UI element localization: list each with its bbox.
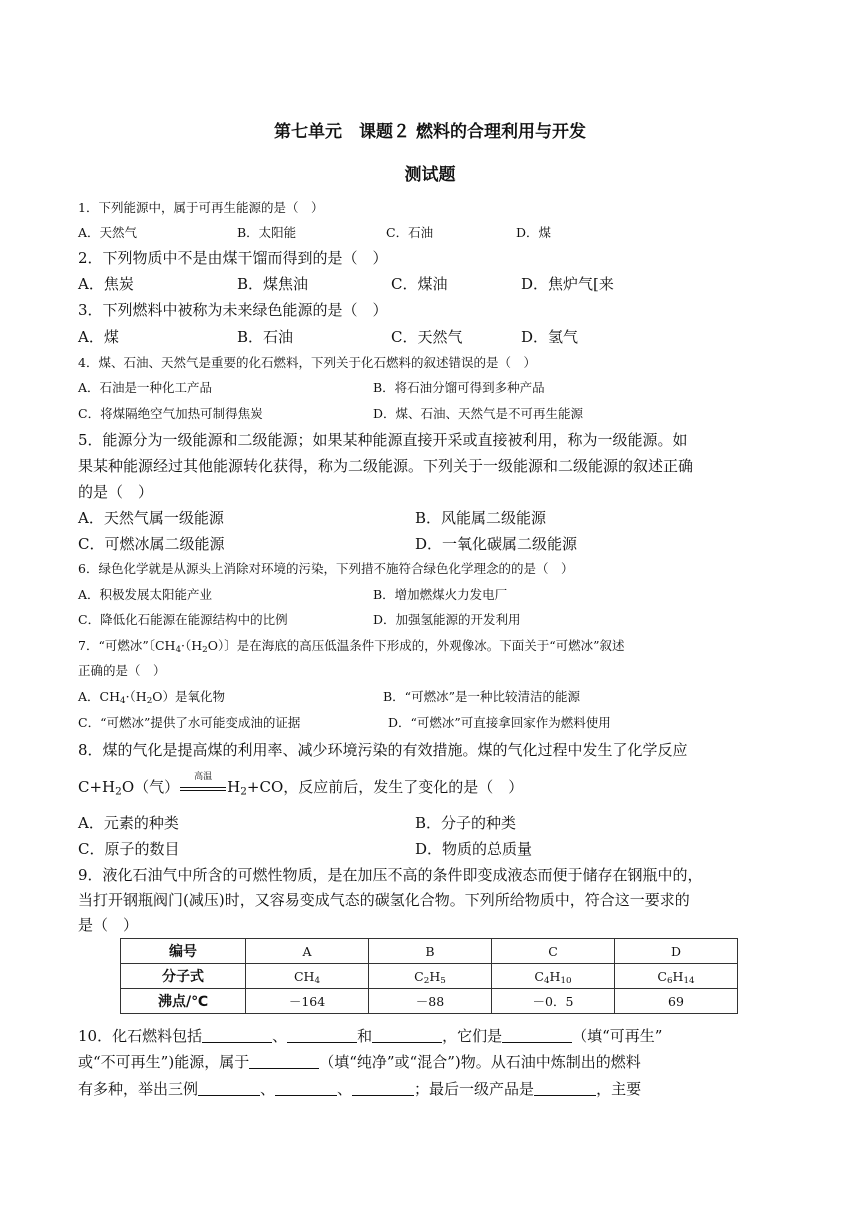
question-3-option-c: C．天然气 bbox=[391, 328, 463, 346]
question-3-option-d: D．氢气 bbox=[521, 328, 579, 346]
question-1-option-a: A．天然气 bbox=[78, 225, 138, 240]
answer-blank[interactable] bbox=[352, 1080, 414, 1096]
id-a: A bbox=[246, 939, 369, 964]
question-6-option-a: A．积极发展太阳能产业 bbox=[78, 587, 213, 602]
question-2-option-a: A．焦炭 bbox=[78, 275, 134, 293]
question-6-stem: 6．绿色化学就是从源头上消除对环境的污染，下列措不施符合绿色化学理念的的是（ ） bbox=[78, 561, 574, 576]
question-4-option-a: A．石油是一种化工产品 bbox=[78, 380, 213, 395]
formula-c: $C_4H_{10}$ bbox=[492, 964, 615, 989]
question-9-stem-line-2: 当打开钢瓶阀门(减压)时，又容易变成气态的碳氢化合物。下列所给物质中，符合这一要求的 bbox=[78, 891, 690, 909]
boiling-point-table bbox=[120, 938, 738, 1014]
question-5-option-c: C．可燃冰属二级能源 bbox=[78, 535, 225, 553]
question-4-option-d: D．煤、石油、天然气是不可再生能源 bbox=[373, 406, 584, 421]
page-title: 第七单元 课题２ 燃料的合理利用与开发 bbox=[274, 122, 586, 142]
question-5-stem-line-2: 果某种能源经过其他能源转化获得，称为二级能源。下列关于一级能源和二级能源的叙述正确 bbox=[78, 457, 694, 475]
page-subtitle: 测试题 bbox=[404, 165, 456, 185]
question-4-option-c: C．将煤隔绝空气加热可制得焦炭 bbox=[78, 406, 263, 421]
table-row bbox=[121, 939, 738, 964]
answer-blank[interactable] bbox=[275, 1080, 337, 1096]
question-2-option-c: C．煤油 bbox=[391, 275, 448, 293]
question-2-stem: 2．下列物质中不是由煤干馏而得到的是（ ） bbox=[78, 249, 388, 267]
answer-blank[interactable] bbox=[202, 1027, 272, 1043]
question-5-option-b: B．风能属二级能源 bbox=[415, 509, 547, 527]
question-2-option-d: D．焦炉气[来 bbox=[521, 275, 614, 293]
table-row bbox=[121, 964, 738, 989]
question-4-stem: 4．煤、石油、天然气是重要的化石燃料，下列关于化石燃料的叙述错误的是（ ） bbox=[78, 355, 536, 370]
row-label-id: 编号 bbox=[121, 939, 246, 964]
boiling-c: －0．5 bbox=[492, 989, 615, 1014]
answer-blank[interactable] bbox=[198, 1080, 260, 1096]
question-8-option-a: A．元素的种类 bbox=[78, 814, 179, 832]
question-9-stem-line-1: 9．液化石油气中所含的可燃性物质，是在加压不高的条件即变成液态而便于储存在钢瓶中的， bbox=[78, 866, 703, 884]
reaction-condition: 高温 bbox=[194, 772, 213, 782]
question-7-option-d: D．“可燃冰”可直接拿回家作为燃料使用 bbox=[388, 715, 611, 730]
question-8-stem-line-1: 8．煤的气化是提高煤的利用率、减少环境污染的有效措施。煤的气化过程中发生了化学反应 bbox=[78, 741, 688, 759]
answer-blank[interactable] bbox=[534, 1080, 596, 1096]
question-5-stem-line-3: 的是（ ） bbox=[78, 483, 154, 501]
id-c: C bbox=[492, 939, 615, 964]
question-8-option-d: D．物质的总质量 bbox=[415, 840, 533, 858]
id-d: D bbox=[615, 939, 738, 964]
question-8-option-b: B．分子的种类 bbox=[415, 814, 517, 832]
row-label-boiling-point: 沸点/℃ bbox=[121, 989, 246, 1014]
question-3-stem: 3．下列燃料中被称为未来绿色能源的是（ ） bbox=[78, 301, 388, 319]
answer-blank[interactable] bbox=[372, 1027, 442, 1043]
formula-d: $C_6H_{14}$ bbox=[615, 964, 738, 989]
formula-a: $CH_4$ bbox=[246, 964, 369, 989]
question-10-line-3: 有多种，举出三例 、 、 ；最后一级产品是 ，主要 bbox=[78, 1080, 642, 1098]
answer-blank[interactable] bbox=[249, 1053, 319, 1069]
question-9-stem-line-3: 是（ ） bbox=[78, 916, 139, 934]
question-5-stem-line-1: 5．能源分为一级能源和二级能源；如果某种能源直接开采或直接被利用，称为一级能源。如 bbox=[78, 431, 688, 449]
question-1-option-d: D．煤 bbox=[516, 225, 552, 240]
question-7-option-b: B．“可燃冰”是一种比较清洁的能源 bbox=[383, 689, 580, 704]
question-2-option-b: B．煤焦油 bbox=[237, 275, 309, 293]
answer-blank[interactable] bbox=[502, 1027, 572, 1043]
table-row bbox=[121, 989, 738, 1014]
question-8-option-c: C．原子的数目 bbox=[78, 840, 180, 858]
question-3-option-b: B．石油 bbox=[237, 328, 294, 346]
reaction-arrow-equals bbox=[180, 772, 226, 795]
question-5-option-d: D．一氧化碳属二级能源 bbox=[415, 535, 578, 553]
question-6-option-c: C．降低化石能源在能源结构中的比例 bbox=[78, 612, 288, 627]
question-8-equation-line: $C+H_2O$（气） 高温 $H_2+CO$，反应前后，发生了变化的是（ ） bbox=[78, 772, 524, 798]
question-7-option-c: C．“可燃冰”提供了水可能变成油的证据 bbox=[78, 715, 301, 730]
formula-b: $C_2H_5$ bbox=[369, 964, 492, 989]
question-10-line-1: 10．化石燃料包括 、 和 ，它们是 （填“可再生” bbox=[78, 1027, 663, 1045]
question-4-option-b: B．将石油分馏可得到多种产品 bbox=[373, 380, 545, 395]
answer-blank[interactable] bbox=[287, 1027, 357, 1043]
question-1-option-c: C．石油 bbox=[386, 225, 434, 240]
question-7-option-a: A．$CH_4\cdot(H_2O)$是氧化物 bbox=[78, 689, 226, 707]
question-3-option-a: A．煤 bbox=[78, 328, 119, 346]
boiling-a: －164 bbox=[246, 989, 369, 1014]
question-1-option-b: B．太阳能 bbox=[237, 225, 297, 240]
question-6-option-d: D．加强氢能源的开发利用 bbox=[373, 612, 521, 627]
boiling-d: 69 bbox=[615, 989, 738, 1014]
question-1-stem: 1．下列能源中，属于可再生能源的是（ ） bbox=[78, 200, 324, 215]
question-10-line-2: 或“不可再生”)能源，属于 （填“纯净”或“混合”)物。从石油中炼制出的燃料 bbox=[78, 1053, 641, 1071]
question-7-stem-line-2: 正确的是（ ） bbox=[78, 663, 166, 678]
question-7-stem-line-1: 7．“可燃冰”〔$CH_4\cdot(H_2O)$〕是在海底的高压低温条件下形成的，外观像冰。下面关于“可燃冰”叙述 bbox=[78, 638, 625, 656]
question-5-option-a: A．天然气属一级能源 bbox=[78, 509, 224, 527]
boiling-b: －88 bbox=[369, 989, 492, 1014]
row-label-formula: 分子式 bbox=[121, 964, 246, 989]
question-6-option-b: B．增加燃煤火力发电厂 bbox=[373, 587, 508, 602]
id-b: B bbox=[369, 939, 492, 964]
